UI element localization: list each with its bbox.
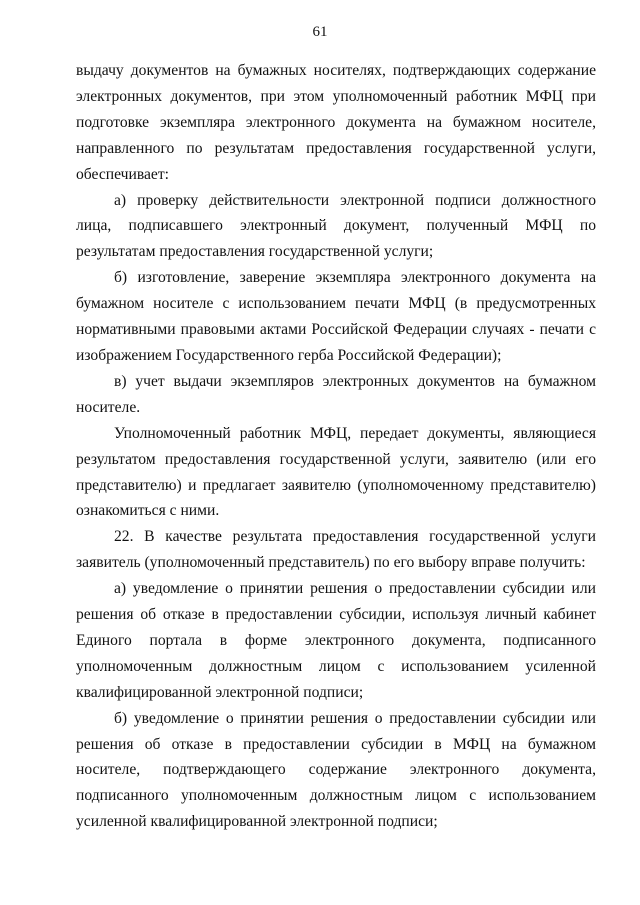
- page-number: 61: [312, 24, 328, 40]
- paragraph-transfer-documents: Уполномоченный работник МФЦ, передает документы, являющиеся результатом предоставления государственной услуги, заявителю (или его представителю) и предлагает заявителю (уполномоченному представителю) ознакомиться с ними.: [76, 424, 596, 520]
- paragraph-item-b-paper-copy: б) изготовление, заверение экземпляра электронного документа на бумажном носителе с использованием печати МФЦ (в предусмотренных нормативными правовыми актами Российской Федерации случаях - печати с изображением Государственного герба Российской Федерации);: [76, 269, 596, 364]
- paragraph-option-a-portal: а) уведомление о принятии решения о предоставлении субсидии или решения об отказе в предоставлении субсидии, используя личный кабинет Единого портала в форме электронного документа, подписанного уполномоченным должностным лицом с использованием усиленной квалифицированной электронной подписи;: [76, 580, 596, 701]
- paragraph-section-22: 22. В качестве результата предоставления государственной услуги заявитель (уполномоченный представитель) по его выбору вправе получить:: [76, 528, 596, 572]
- document-body: [76, 58, 596, 835]
- paragraph-item-c-accounting: в) учет выдачи экземпляров электронных документов на бумажном носителе.: [76, 372, 596, 416]
- paragraph-item-a-signature-check: а) проверку действительности электронной подписи должностного лица, подписавшего электронный документ, полученный МФЦ по результатам предоставления государственной услуги;: [76, 191, 596, 261]
- paragraph-intro: выдачу документов на бумажных носителях, подтверждающих содержание электронных документов, при этом уполномоченный работник МФЦ при подготовке экземпляра электронного документа на бумажном носителе, направленного по результатам предоставления государственной услуги, обеспечивает:: [76, 62, 596, 183]
- paragraph-option-b-mfc: б) уведомление о принятии решения о предоставлении субсидии или решения об отказе в предоставлении субсидии в МФЦ на бумажном носителе, подтверждающего содержание электронного документа, подписанного уполномоченным должностным лицом с использованием усиленной квалифицированной электронной подписи;: [76, 709, 596, 831]
